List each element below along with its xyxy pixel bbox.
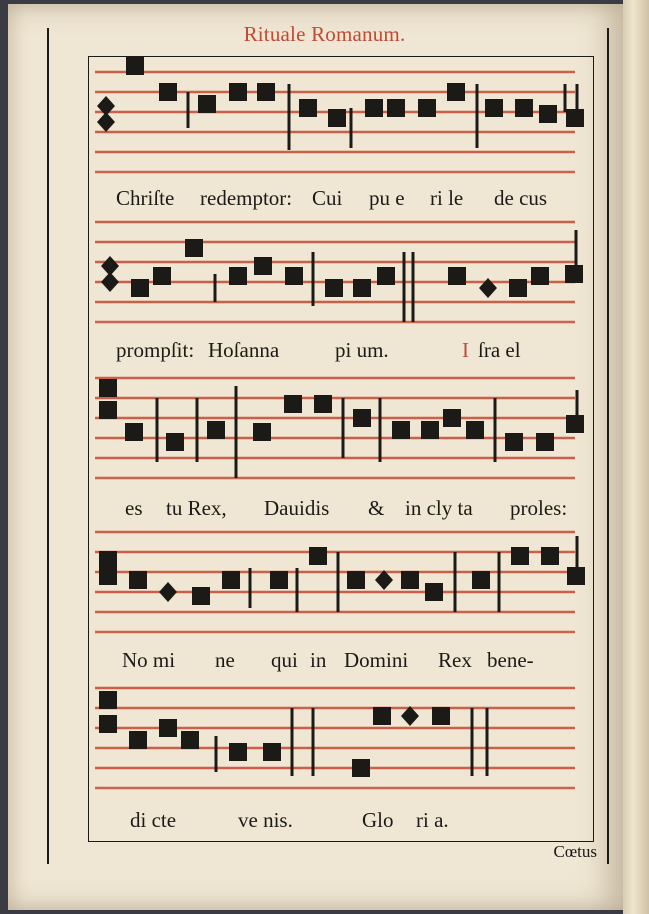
lyric-syllable: tu Rex, xyxy=(166,496,227,520)
square-note xyxy=(270,571,288,589)
square-note xyxy=(447,83,465,101)
square-note xyxy=(472,571,490,589)
square-note xyxy=(185,239,203,257)
square-note xyxy=(466,421,484,439)
square-note xyxy=(401,571,419,589)
square-note xyxy=(125,423,143,441)
square-note xyxy=(373,707,391,725)
square-note xyxy=(159,83,177,101)
clef-mark xyxy=(99,567,117,585)
square-note xyxy=(536,433,554,451)
lyric-syllable: ri a. xyxy=(416,808,449,832)
square-note xyxy=(328,109,346,127)
square-note xyxy=(99,551,117,569)
square-note xyxy=(421,421,439,439)
square-note xyxy=(159,719,177,737)
square-note xyxy=(566,109,584,127)
square-note xyxy=(387,99,405,117)
square-note xyxy=(443,409,461,427)
square-note xyxy=(509,279,527,297)
lyric-syllable: proles: xyxy=(510,496,568,520)
square-note xyxy=(515,99,533,117)
diamond-note xyxy=(159,582,177,602)
lyric-syllable: ve nis. xyxy=(238,808,293,832)
square-note xyxy=(129,731,147,749)
lyric-syllable: pu e xyxy=(369,186,405,210)
square-note xyxy=(153,267,171,285)
clef-mark xyxy=(101,272,119,292)
square-note xyxy=(192,587,210,605)
square-note xyxy=(511,547,529,565)
square-note xyxy=(353,409,371,427)
square-note xyxy=(505,433,523,451)
lyric-syllable: ne xyxy=(215,648,235,672)
lyric-syllable: redemptor: xyxy=(200,186,293,210)
square-note xyxy=(365,99,383,117)
square-note xyxy=(229,267,247,285)
lyric-syllable: in xyxy=(310,648,327,672)
square-note xyxy=(299,99,317,117)
square-note xyxy=(253,423,271,441)
square-note xyxy=(347,571,365,589)
clef-mark xyxy=(99,715,117,733)
square-note xyxy=(181,731,199,749)
lyric-syllable: Dauidis xyxy=(264,496,330,520)
square-note xyxy=(353,279,371,297)
square-note xyxy=(309,547,327,565)
square-note xyxy=(207,421,225,439)
square-note xyxy=(126,57,144,75)
square-note xyxy=(229,83,247,101)
square-note xyxy=(541,547,559,565)
square-note xyxy=(425,583,443,601)
square-note xyxy=(485,99,503,117)
clef-mark xyxy=(97,112,115,132)
lyric-syllable: Glo xyxy=(362,808,394,832)
lyric-syllable: ſra el xyxy=(478,338,521,362)
square-note xyxy=(198,95,216,113)
lyric-syllable: Cui xyxy=(312,186,343,210)
square-note xyxy=(285,267,303,285)
lyric-syllable: in cly ta xyxy=(405,496,473,520)
square-note xyxy=(531,267,549,285)
lyric-syllable: Rex xyxy=(438,648,472,672)
square-note xyxy=(448,267,466,285)
lyric-syllable: & xyxy=(368,496,385,520)
square-note xyxy=(418,99,436,117)
lyric-syllable: di cte xyxy=(130,808,177,832)
square-note xyxy=(229,743,247,761)
lyric-syllable: Domini xyxy=(344,648,409,672)
square-note xyxy=(314,395,332,413)
square-note xyxy=(325,279,343,297)
lyric-syllable: Chriſte xyxy=(116,186,175,210)
lyric-syllable: de cus xyxy=(494,186,548,210)
square-note xyxy=(129,571,147,589)
catchword: Cœtus xyxy=(553,842,597,861)
square-note xyxy=(566,415,584,433)
square-note xyxy=(166,433,184,451)
lyric-syllable: qui xyxy=(271,648,298,672)
lyric-syllable: No mi xyxy=(122,648,176,672)
square-note xyxy=(565,265,583,283)
square-note xyxy=(131,279,149,297)
running-head: Rituale Romanum. xyxy=(243,22,406,46)
square-note xyxy=(99,379,117,397)
square-note xyxy=(392,421,410,439)
lyric-syllable: I xyxy=(462,338,469,362)
lyric-syllable: ri le xyxy=(430,186,464,210)
clef-mark xyxy=(99,401,117,419)
square-note xyxy=(284,395,302,413)
square-note xyxy=(263,743,281,761)
lyric-syllable: es xyxy=(125,496,143,520)
square-note xyxy=(99,691,117,709)
lyric-syllable: pi um. xyxy=(335,338,389,362)
square-note xyxy=(257,83,275,101)
square-note xyxy=(222,571,240,589)
lyric-syllable: Hoſanna xyxy=(208,338,280,362)
lyric-syllable: prompſit: xyxy=(116,338,195,362)
square-note xyxy=(377,267,395,285)
square-note xyxy=(254,257,272,275)
lyric-syllable: bene- xyxy=(487,648,534,672)
square-note xyxy=(539,105,557,123)
square-note xyxy=(352,759,370,777)
square-note xyxy=(432,707,450,725)
square-note xyxy=(567,567,585,585)
